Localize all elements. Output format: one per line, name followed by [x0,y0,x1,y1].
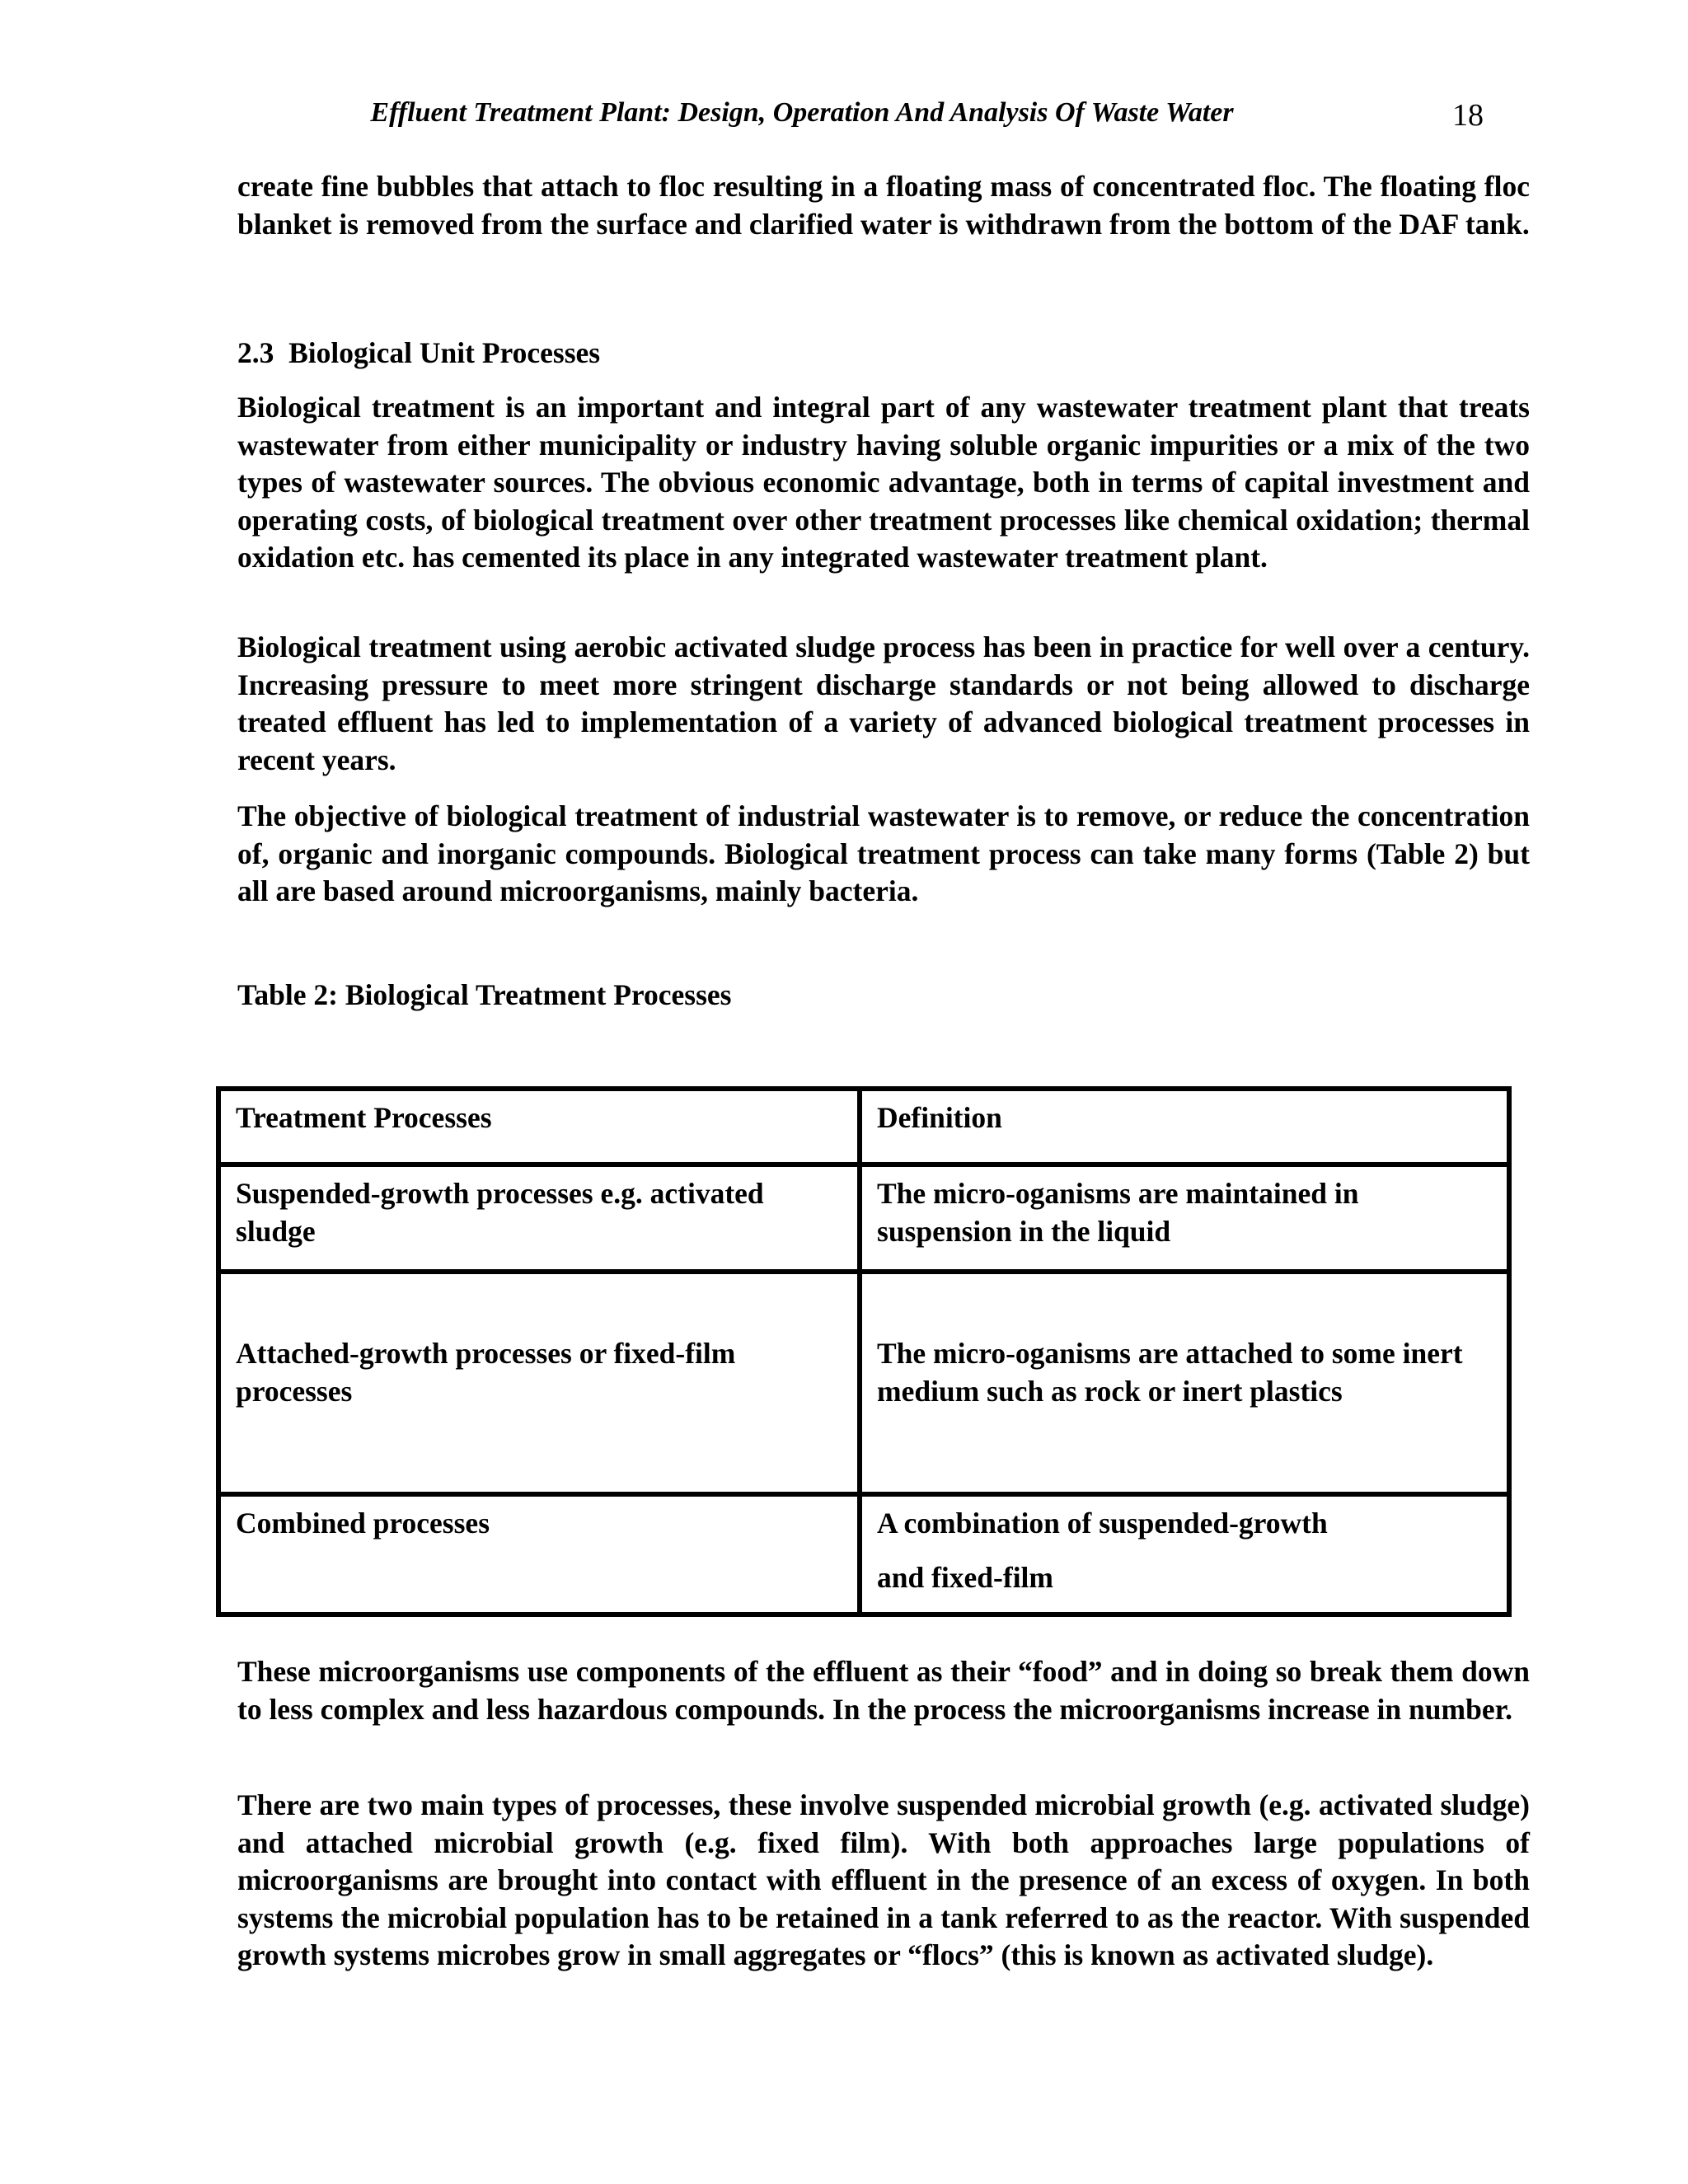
paragraph-microorganisms-2: There are two main types of processes, these involve suspended microbial growth (e.g. activated sludge) and attached microbial growth (e.g. fixed film). With both approaches large populations of microorganisms are brought into contact with effluent in the presence of an excess of oxygen. In both systems the microbial population has to be retained in a tank referred to as the reactor. With suspended growth systems microbes grow in small aggregates or “flocs” (this is known as activated sludge). [237,1788,1530,1972]
table-cell-definition: The micro-oganisms are maintained in suspension in the liquid [860,1165,1509,1272]
definition-line-2: medium such as rock or inert plastics [877,1374,1343,1408]
table-cell-definition [860,1494,1509,1615]
definition-line-2: and fixed-film [877,1560,1053,1594]
table-cell-text [877,1282,1493,1410]
table-header-row [218,1089,1509,1165]
table-row [218,1494,1509,1615]
table-cell-definition [860,1272,1509,1494]
table-caption: Table 2: Biological Treatment Processes [237,978,732,1011]
paragraph-daf: create fine bubbles that attach to floc resulting in a floating mass of concentrated floc. The floating floc blanket is removed from the surface and clarified water is withdrawn from the bottom of the DAF tank. [237,170,1530,241]
paragraph-microorganisms-1: These microorganisms use components of the effluent as their “food” and in doing so break them down to less complex and less hazardous compounds. In the process the microorganisms increase in number. [237,1655,1530,1726]
table-cell-text: Attached-growth processes or fixed-film processes [236,1337,736,1408]
paragraph-biological-3: The objective of biological treatment of industrial wastewater is to remove, or reduce the concentration of, organic and inorganic compounds. Biological treatment process can take many forms (Table 2) but all are based around microorganisms, mainly bacteria. [237,799,1530,908]
table [216,1086,1512,1617]
table-biological-processes [216,1086,1507,1617]
paragraph-biological-1: Biological treatment is an important and integral part of any wastewater treatment plant that treats wastewater from either municipality or industry having soluble organic impurities or a mix of the two types of wastewater sources. The obvious economic advantage, both in terms of capital investment and operating costs, of biological treatment over other treatment processes like chemical oxidation; thermal oxidation etc. has cemented its place in any integrated wastewater treatment plant. [237,391,1530,574]
running-header-title: Effluent Treatment Plant: Design, Operation And Analysis Of Waste Water [370,97,1234,128]
table-cell-process: Combined processes [218,1494,860,1615]
section-heading: 2.3 Biological Unit Processes [237,336,601,369]
table-header-cell-processes: Treatment Processes [218,1089,860,1165]
definition-line-1: A combination of suspended-growth [877,1507,1328,1540]
table-cell-process: Suspended-growth processes e.g. activated sludge [218,1165,860,1272]
table-header-cell-definition: Definition [860,1089,1509,1165]
definition-line-1: The micro-oganisms are attached to some inert [877,1337,1463,1370]
paragraph-biological-2: Biological treatment using aerobic activated sludge process has been in practice for well over a century. Increasing pressure to meet more stringent discharge standards or not being allowed to discharge treated effluent has led to implementation of a variety of advanced biological treatment processes in recent years. [237,630,1530,776]
page-number: 18 [1452,98,1484,133]
table-cell-process [218,1272,860,1494]
table-row [218,1272,1509,1494]
table-row [218,1165,1509,1272]
